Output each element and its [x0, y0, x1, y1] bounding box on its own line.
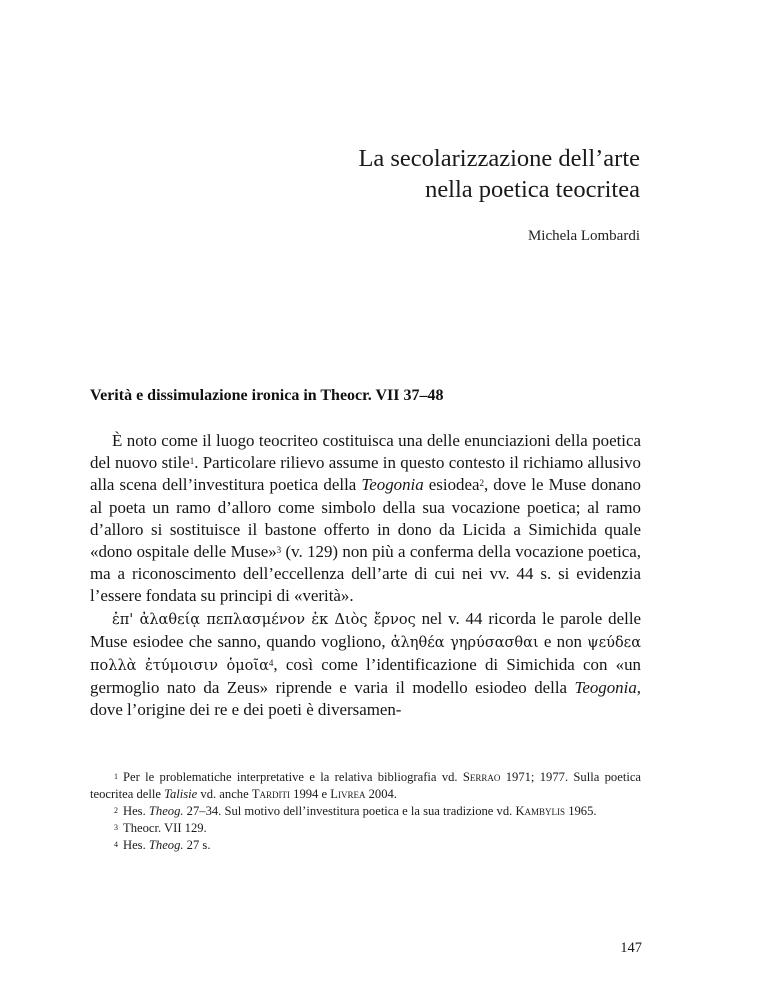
cited-author: Livrea [330, 787, 366, 801]
paragraph [90, 608, 641, 722]
footnote [90, 837, 641, 854]
text-run: nel v. 44 ricorda le parole delle Muse esiodee che sanno, quando vogliono, [90, 608, 642, 651]
footnote-ref: 4 [268, 658, 274, 669]
section-heading: Verità e dissimulazione ironica in Theocr. VII 37–48 [90, 387, 444, 404]
footnote-number: 4 [114, 840, 118, 849]
cited-author: Kambylis [515, 804, 566, 818]
cited-author: Tarditi [251, 787, 291, 801]
text-run: 1971; 1977. Sulla poetica teocritea delle [90, 770, 641, 801]
text-run: esiodea [423, 475, 480, 495]
text-run: Hes. [123, 838, 149, 852]
italic-title: Theog. [148, 838, 184, 852]
text-run: 1994 e [290, 787, 331, 801]
footnote-ref: 1 [189, 456, 195, 467]
text-run: 27–34. Sul motivo dell’investitura poetica e la sua tradizione vd. [183, 804, 516, 818]
footnote [90, 820, 641, 837]
text-run: , dove le Muse donano al poeta un ramo d’alloro come simbolo della sua vocazione poetica; al ramo d’alloro si sostituisce il bastone offerto in dono da Licida a Simichida quale «dono ospitale delle Muse» [90, 475, 641, 562]
footnote-ref: 3 [276, 545, 282, 556]
greek-quote: ἀληθέα γηρύσασθαι [390, 634, 539, 651]
footnote-number: 3 [114, 823, 118, 832]
text-run: , dove l’origine dei re e dei poeti è diversamen- [90, 678, 641, 720]
text-run: 1965. [565, 804, 597, 818]
page-number: 147 [620, 940, 642, 956]
footnote-ref: 2 [479, 478, 484, 489]
italic-title: Teogonia [574, 678, 637, 698]
italic-title: Teogonia [361, 475, 424, 495]
text-run: (v. 129) non più a conferma della vocazione poetica, ma a riconoscimento dell’eccellenza dell’arte di cui nei vv. 44 s. si evidenzia l’essere fondata su principi di «verità». [90, 542, 642, 606]
text-run: Theocr. VII 129. [123, 821, 207, 835]
text-run: . Particolare rilievo assume in questo contesto il richiamo allusivo alla scena dell’investitura poetica della [90, 453, 641, 495]
author-name: Michela Lombardi [527, 228, 640, 244]
text-run: 2004. [365, 787, 397, 801]
paragraph [90, 430, 641, 608]
text-run: e non [538, 631, 588, 651]
article-title [140, 143, 640, 205]
italic-title: Talisie [164, 787, 198, 801]
greek-quote: ἐπ' ἀλαθείᾳ πεπλασμένον ἐκ Διὸς ἔρνος [112, 611, 416, 628]
text-run: È noto come il luogo teocriteo costituisca una delle enunciazioni della poetica del nuovo stile [90, 431, 641, 473]
footnote [90, 769, 641, 803]
footnote-number: 1 [114, 772, 118, 781]
title-line-1: La secolarizzazione dell’arte [358, 145, 640, 172]
italic-title: Theog. [148, 804, 184, 818]
footnote-number: 2 [114, 806, 118, 815]
greek-quote: ψεύδεα πολλὰ ἐτύμοισιν ὁμοῖα [90, 634, 641, 675]
title-line-2: nella poetica teocritea [425, 176, 640, 203]
footnotes [90, 769, 641, 854]
text-run: Hes. [123, 804, 149, 818]
text-run: , così come l’identificazione di Simichida con «un germoglio nato da Zeus» riprende e varia il modello esiodeo della [90, 655, 641, 698]
cited-author: Serrao [462, 770, 501, 784]
text-run: Per le problematiche interpretative e la relativa bibliografia vd. [123, 770, 463, 784]
text-run: vd. anche [197, 787, 252, 801]
body-text [90, 430, 641, 722]
text-run: 27 s. [183, 838, 211, 852]
footnote [90, 803, 641, 820]
